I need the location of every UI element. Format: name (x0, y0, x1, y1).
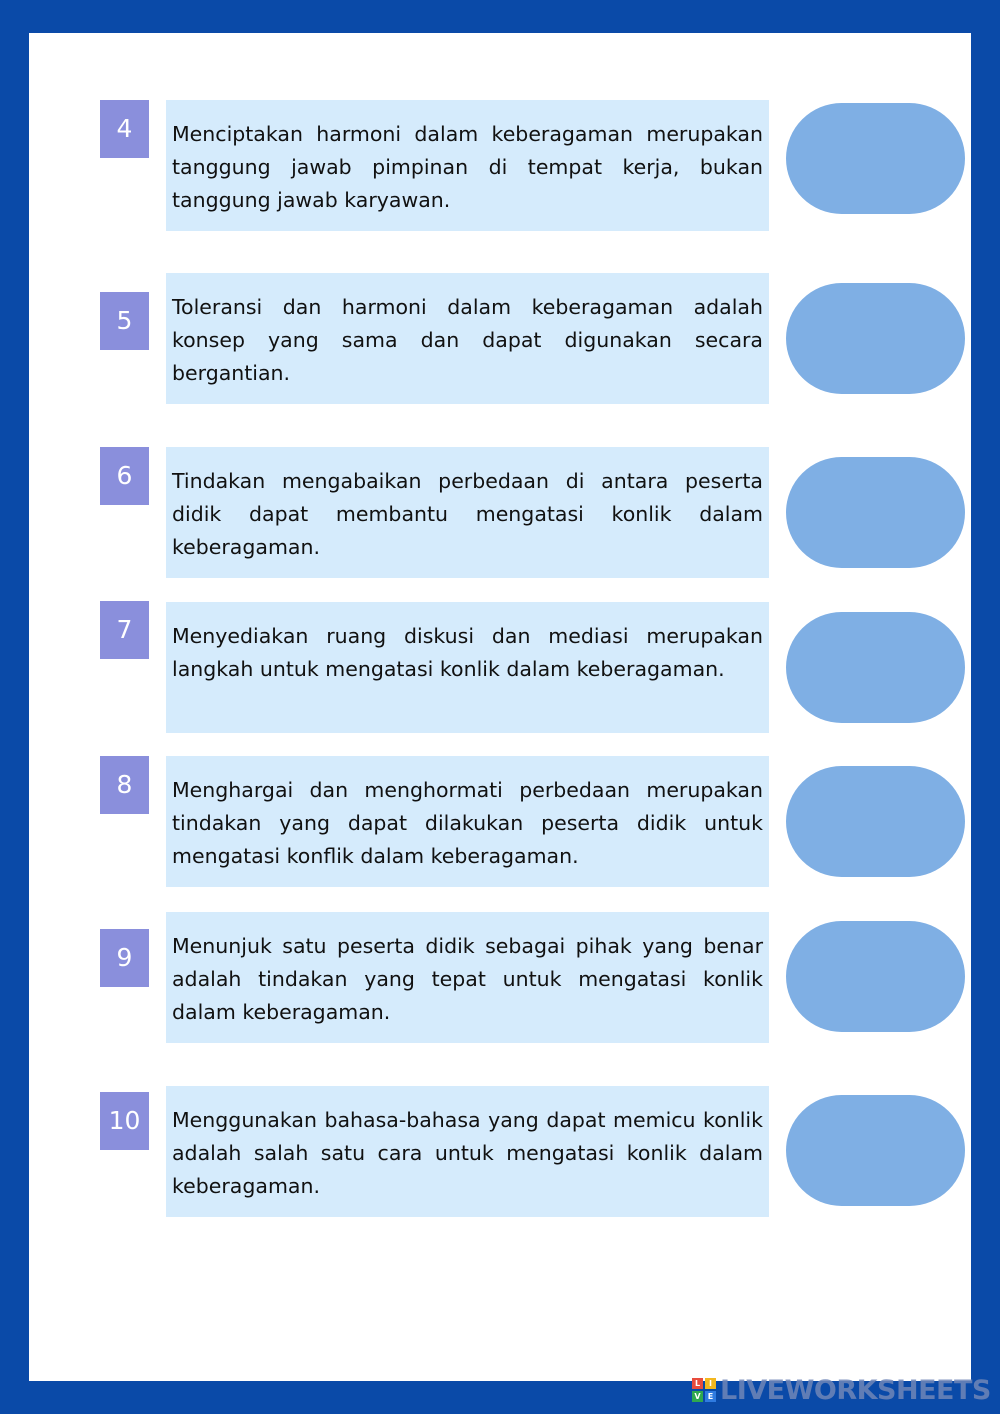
item-number-7: 7 (100, 601, 149, 659)
item-number-6: 6 (100, 447, 149, 505)
statement-7: Menyediakan ruang diskusi dan mediasi merupakan langkah untuk mengatasi konlik dalam keberagaman. (166, 602, 769, 733)
statement-9: Menunjuk satu peserta didik sebagai pihak yang benar adalah tindakan yang tepat untuk mengatasi konlik dalam keberagaman. (166, 912, 769, 1043)
item-number-4: 4 (100, 100, 149, 158)
statement-5: Toleransi dan harmoni dalam keberagaman adalah konsep yang sama dan dapat digunakan secara bergantian. (166, 273, 769, 404)
logo-letter: V (692, 1391, 703, 1402)
item-number-10: 10 (100, 1092, 149, 1150)
item-number-9: 9 (100, 929, 149, 987)
item-number-5: 5 (100, 292, 149, 350)
statement-8: Menghargai dan menghormati perbedaan merupakan tindakan yang dapat dilakukan peserta didik untuk mengatasi konflik dalam keberagaman. (166, 756, 769, 887)
answer-drop-box-9[interactable] (786, 921, 965, 1032)
statement-6: Tindakan mengabaikan perbedaan di antara peserta didik dapat membantu mengatasi konlik dalam keberagaman. (166, 447, 769, 578)
logo-letter: I (705, 1378, 716, 1389)
watermark-text: LIVEWORKSHEETS (720, 1374, 991, 1406)
item-number-8: 8 (100, 756, 149, 814)
answer-drop-box-4[interactable] (786, 103, 965, 214)
liveworksheets-watermark (692, 1376, 991, 1404)
logo-letter: L (692, 1378, 703, 1389)
answer-drop-box-10[interactable] (786, 1095, 965, 1206)
answer-drop-box-8[interactable] (786, 766, 965, 877)
answer-drop-box-7[interactable] (786, 612, 965, 723)
liveworksheets-logo-icon (692, 1378, 716, 1402)
statement-10: Menggunakan bahasa-bahasa yang dapat memicu konlik adalah salah satu cara untuk mengatasi konlik dalam keberagaman. (166, 1086, 769, 1217)
answer-drop-box-6[interactable] (786, 457, 965, 568)
statement-4: Menciptakan harmoni dalam keberagaman merupakan tanggung jawab pimpinan di tempat kerja, bukan tanggung jawab karyawan. (166, 100, 769, 231)
logo-letter: E (705, 1391, 716, 1402)
answer-drop-box-5[interactable] (786, 283, 965, 394)
